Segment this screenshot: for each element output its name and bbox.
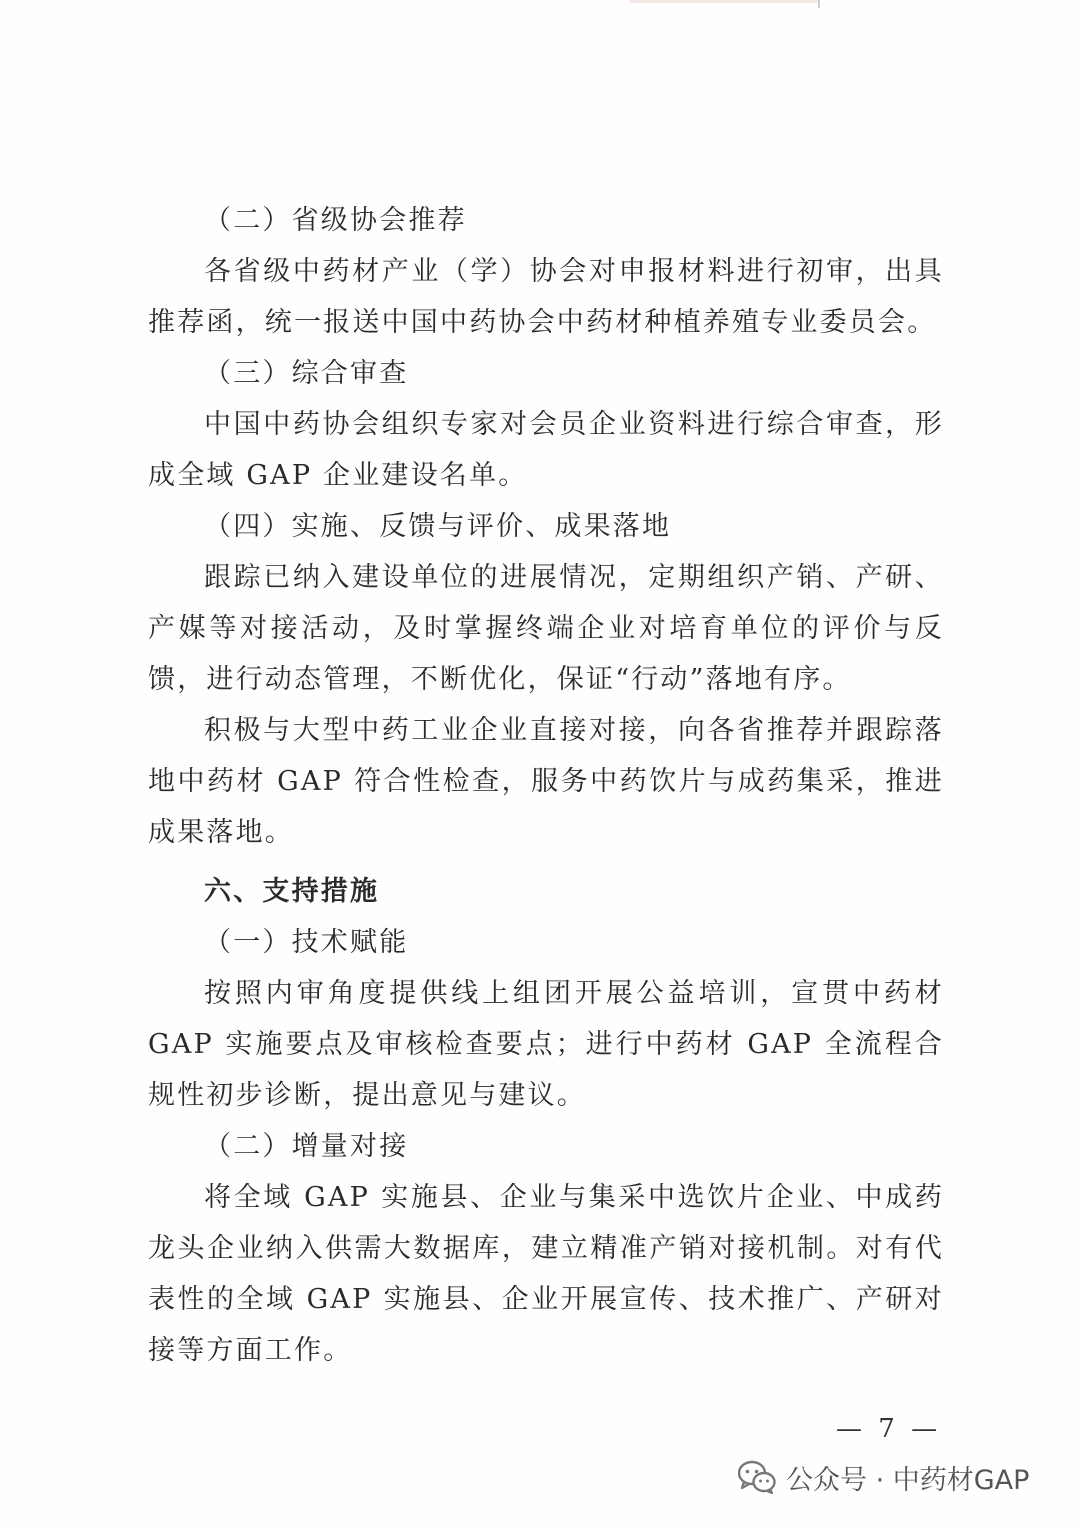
- heading-incremental-docking: （二）增量对接: [204, 1131, 409, 1162]
- wechat-icon: [738, 1460, 776, 1494]
- paragraph-incremental-docking: 将全域 GAP 实施县、企业与集采中选饮片企业、中成药龙头企业纳入供需大数据库，建立精准产销对接机制。对有代表性的全域 GAP 实施县、企业开展宣传、技术推广、产研对接等方面工作。: [148, 1182, 944, 1366]
- heading-comprehensive-review: （三）综合审查: [204, 358, 409, 389]
- paragraph-implementation-feedback: 跟踪已纳入建设单位的进展情况，定期组织产销、产研、产媒等对接活动，及时掌握终端企业对培育单位的评价与反馈，进行动态管理，不断优化，保证“行动”落地有序。: [148, 562, 944, 695]
- document-body: [148, 195, 944, 1376]
- heading-implementation-feedback: （四）实施、反馈与评价、成果落地: [204, 511, 672, 542]
- paragraph-provincial-recommendation: 各省级中药材产业（学）协会对申报材料进行初审，出具推荐函，统一报送中国中药协会中药材种植养殖专业委员会。: [148, 256, 944, 338]
- watermark-text: 公众号 · 中药材GAP: [786, 1464, 1030, 1496]
- wechat-watermark: [738, 1452, 1029, 1502]
- scan-edge-mark: [630, 0, 820, 3]
- paragraph-technical-empowerment: 按照内审角度提供线上组团开展公益培训，宣贯中药材 GAP 实施要点及审核检查要点；进行中药材 GAP 全流程合规性初步诊断，提出意见与建议。: [148, 978, 944, 1111]
- paragraph-industry-docking: 积极与大型中药工业企业直接对接，向各省推荐并跟踪落地中药材 GAP 符合性检查，服务中药饮片与成药集采，推进成果落地。: [148, 715, 944, 848]
- heading-support-measures: 六、支持措施: [204, 876, 380, 907]
- scan-edge-tick: [818, 0, 820, 8]
- paragraph-comprehensive-review: 中国中药协会组织专家对会员企业资料进行综合审查，形成全域 GAP 企业建设名单。: [148, 409, 944, 491]
- heading-provincial-recommendation: （二）省级协会推荐: [204, 205, 467, 236]
- page-number: — 7 —: [836, 1414, 942, 1444]
- heading-technical-empowerment: （一）技术赋能: [204, 927, 409, 958]
